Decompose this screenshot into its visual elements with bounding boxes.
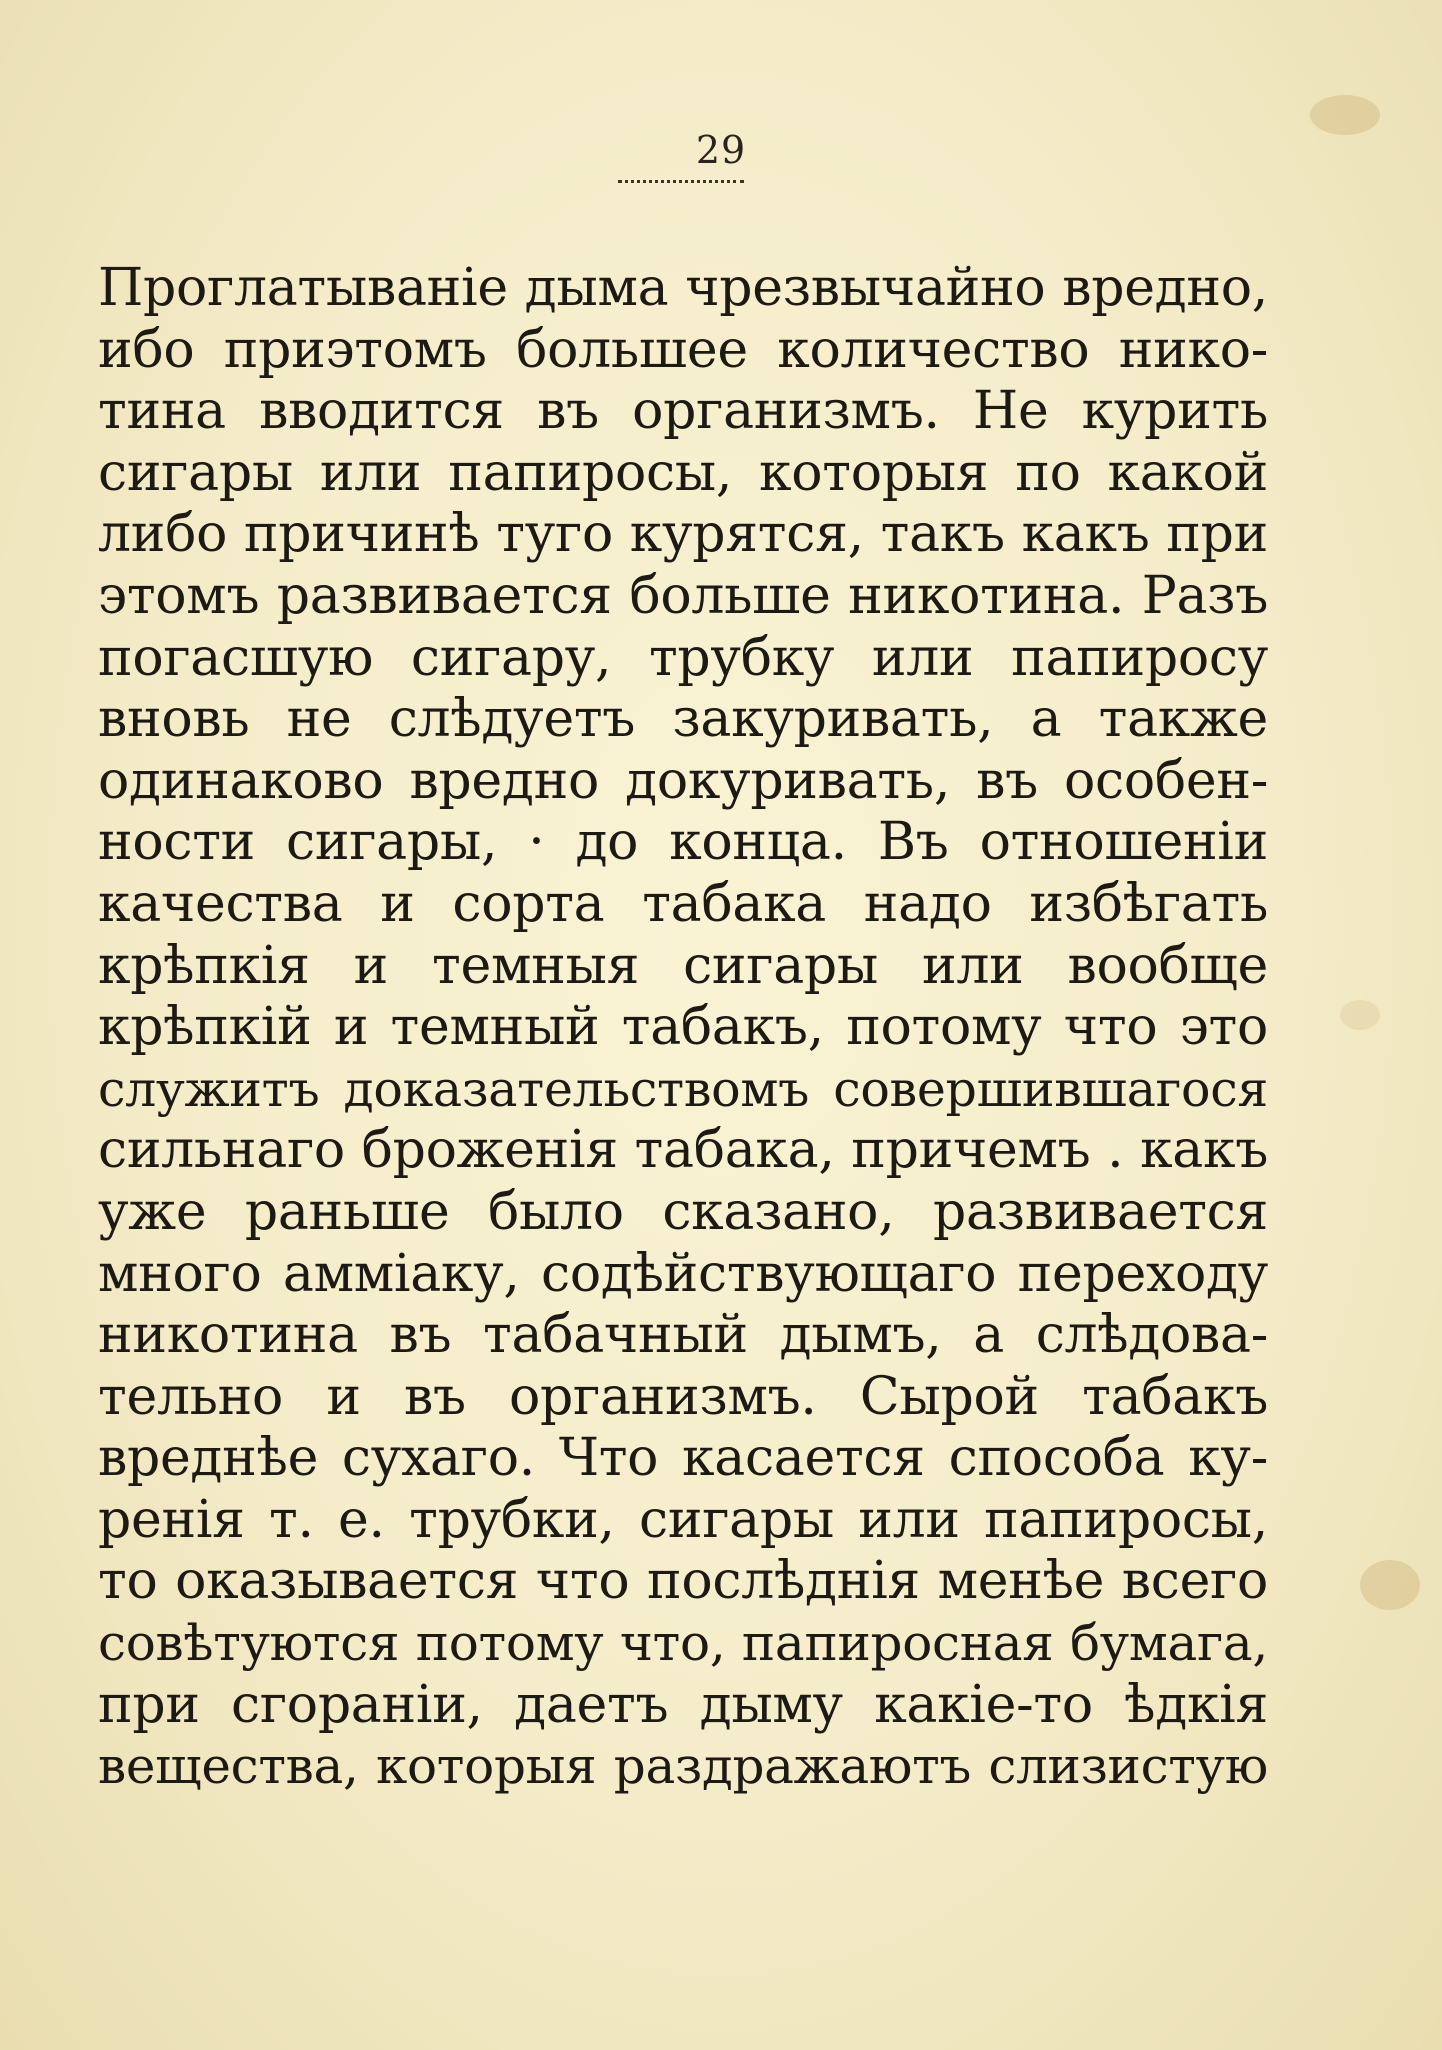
text-line: совѣтуются потому что, папиросная бумага, xyxy=(98,1614,1268,1673)
text-line: Проглатываніе дыма чрезвычайно вредно, xyxy=(98,258,1268,318)
text-line: этомъ развивается больше никотина. Разъ xyxy=(98,565,1268,626)
text-line: крѣпкій и темный табакъ, потому что это xyxy=(98,997,1268,1058)
text-line: тельно и въ организмъ. Сырой табакъ xyxy=(98,1366,1268,1427)
text-line: много амміаку, содѣйствующаго переходу xyxy=(98,1243,1268,1304)
text-line: при сгораніи, даетъ дыму какіе-то ѣдкія xyxy=(98,1674,1268,1735)
body-text xyxy=(98,258,1268,1798)
text-line: крѣпкія и темныя сигары или вообще xyxy=(98,935,1268,996)
text-line: тина вводится въ организмъ. Не курить xyxy=(98,381,1268,442)
text-line: никотина въ табачный дымъ, а слѣдова- xyxy=(98,1305,1268,1366)
text-line: вреднѣе сухаго. Что касается способа ку- xyxy=(98,1428,1268,1489)
text-line: вещества, которыя раздражаютъ слизистую xyxy=(98,1737,1268,1796)
paper-stain xyxy=(1340,1000,1380,1030)
text-line: то оказывается что послѣднія менѣе всего xyxy=(98,1551,1268,1612)
paper-stain xyxy=(1360,1560,1420,1610)
page-number: 29 xyxy=(695,128,747,172)
text-line: ибо приэтомъ большее количество нико- xyxy=(98,319,1268,380)
text-line: служитъ доказательствомъ совершившагося xyxy=(98,1060,1268,1118)
text-line: либо причинѣ туго курятся, такъ какъ при xyxy=(98,504,1268,565)
text-line: сигары или папиросы, которыя по какой xyxy=(98,442,1268,503)
text-line: сильнаго броженія табака, причемъ . какъ xyxy=(98,1120,1268,1181)
text-line: вновь не слѣдуетъ закуривать, а также xyxy=(98,689,1268,750)
text-line: качества и сорта табака надо избѣгать xyxy=(98,873,1268,934)
text-line: ренія т. е. трубки, сигары или папиросы, xyxy=(98,1489,1268,1550)
text-line: уже раньше было сказано, развивается xyxy=(98,1181,1268,1242)
page-number-rule xyxy=(618,180,744,183)
text-line: одинаково вредно докуривать, въ особен- xyxy=(98,750,1268,811)
text-line: ности сигары, · до конца. Въ отношеніи xyxy=(98,812,1268,873)
text-line: погасшую сигару, трубку или папиросу xyxy=(98,627,1268,688)
